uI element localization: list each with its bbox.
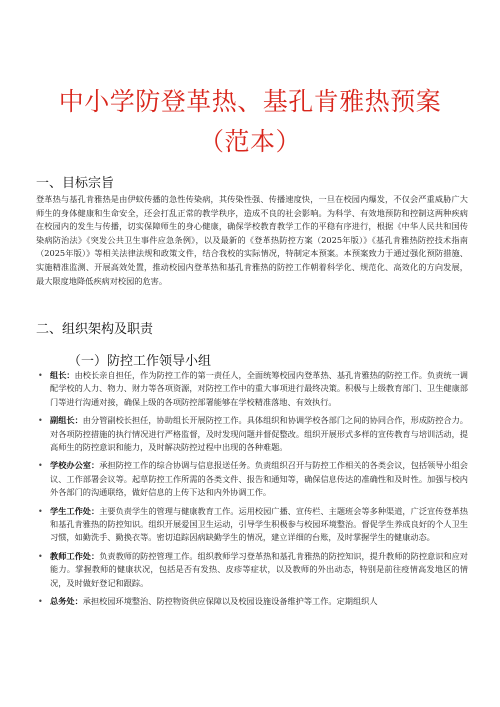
list-item [38,550,468,590]
bullet-icon: • [38,371,43,380]
list-item [38,505,468,545]
item-term: 学校办公室： [50,460,100,471]
item-text: 承担校园环境整治、防控物资供应保障以及校园设施设备维护等工作。定期组织人 [82,596,378,607]
bullet-icon: • [38,597,43,607]
document-title-line1: 中小学防登革热、基孔肯雅热预案 [58,87,442,116]
document-title-line2: （范本） [198,127,301,156]
bullet-icon: • [38,416,43,426]
item-text: 负责教师的防控管理工作。组织教师学习登革热和基孔肯雅热的防控知识，提升教师的防控意识和应对能力。掌握教师的健康状况，包括是否有发热、皮疹等症状，以及教师的外出动态，特别是前往疫情高发地区的情况，及时做好登记和跟踪。 [50,550,468,588]
item-text: 由分管副校长担任，协助组长开展防控工作。具体组织和协调学校各部门之间的协同合作，形成防控合力。对各项防控措施的执行情况进行严格监督，及时发现问题并督促整改。组织开展形式多样的宣传教育与培训活动，提高师生的防控意识和能力，及时解决防控过程中出现的各种难题。 [50,415,468,453]
item-text: 承担防控工作的综合协调与信息报送任务。负责组织召开与防控工作相关的各类会议，包括领导小组会议、工作部署会议等。起草防控工作所需的各类文件、报告和通知等，确保信息传达的准确性和及时性。加强与校内外各部门的沟通联络，做好信息的上传下达和内外协调工作。 [50,460,468,498]
list-item [38,414,468,454]
item-term: 学生工作处： [50,505,100,516]
section1-paragraph: 登革热与基孔肯雅热是由伊蚊传播的急性传染病，其传染性强、传播速度快，一旦在校园内爆发，不仅会严重威胁广大师生的身体健康和生命安全，还会打乱正常的教学秩序，造成不良的社会影响。为科学、有效地预防和控制这两种疾病在校园内的发生与传播，切实保障师生的身心健康，确保学校教育教学工作的平稳有序进行，根据《中华人民共和国传染病防治法》《突发公共卫生事件应急条例》，以及最新的《登革热防控方案（2025年版）》《基孔肯雅热防控技术指南（2025年版）》等相关法律法规和政策文件，结合我校的实际情况，特制定本预案。本预案致力于通过强化预防措施、实施精准监测、开展高效处置，推动校园内登革热和基孔肯雅热的防控工作朝着科学化、规范化、高效化的方向发展，最大限度地降低疾病对校园的危害。 [36,194,468,286]
section1-heading: 一、目标宗旨 [36,176,115,191]
responsibility-list [38,369,468,614]
bullet-icon: • [38,551,43,561]
item-term: 教师工作处： [50,550,100,561]
item-text: 由校长亲自担任，作为防控工作的第一责任人，全面统筹校园内登革热、基孔肯雅热的防控工作。负责统一调配学校的人力、物力、财力等各项资源，对防控工作中的重大事项进行最终决策。积极与上级教育部门、卫生健康部门等进行沟通对接，确保上级的各项防控部署能够在学校精准落地、有效执行。 [50,370,468,407]
section2-subheading: （一）防控工作领导小组 [68,354,212,369]
section2-heading: 二、组织架构及职责 [36,322,154,337]
list-item [38,459,468,499]
bullet-icon: • [38,506,43,516]
list-item [38,595,468,608]
list-item [38,369,468,409]
item-term: 总务处： [50,596,83,607]
item-text: 主要负责学生的管理与健康教育工作。运用校园广播、宣传栏、主题班会等多种渠道，广泛宣传登革热和基孔肯雅热的防控知识。组织开展爱国卫生运动，引导学生积极参与校园环境整治。督促学生养成良好的个人卫生习惯，如勤洗手、勤换衣等。密切追踪因病缺勤学生的情况，建立详细的台账，及时掌握学生的健康动态。 [50,505,468,543]
bullet-icon: • [38,461,43,471]
item-term: 组长： [50,370,75,380]
item-term: 副组长： [50,415,83,426]
